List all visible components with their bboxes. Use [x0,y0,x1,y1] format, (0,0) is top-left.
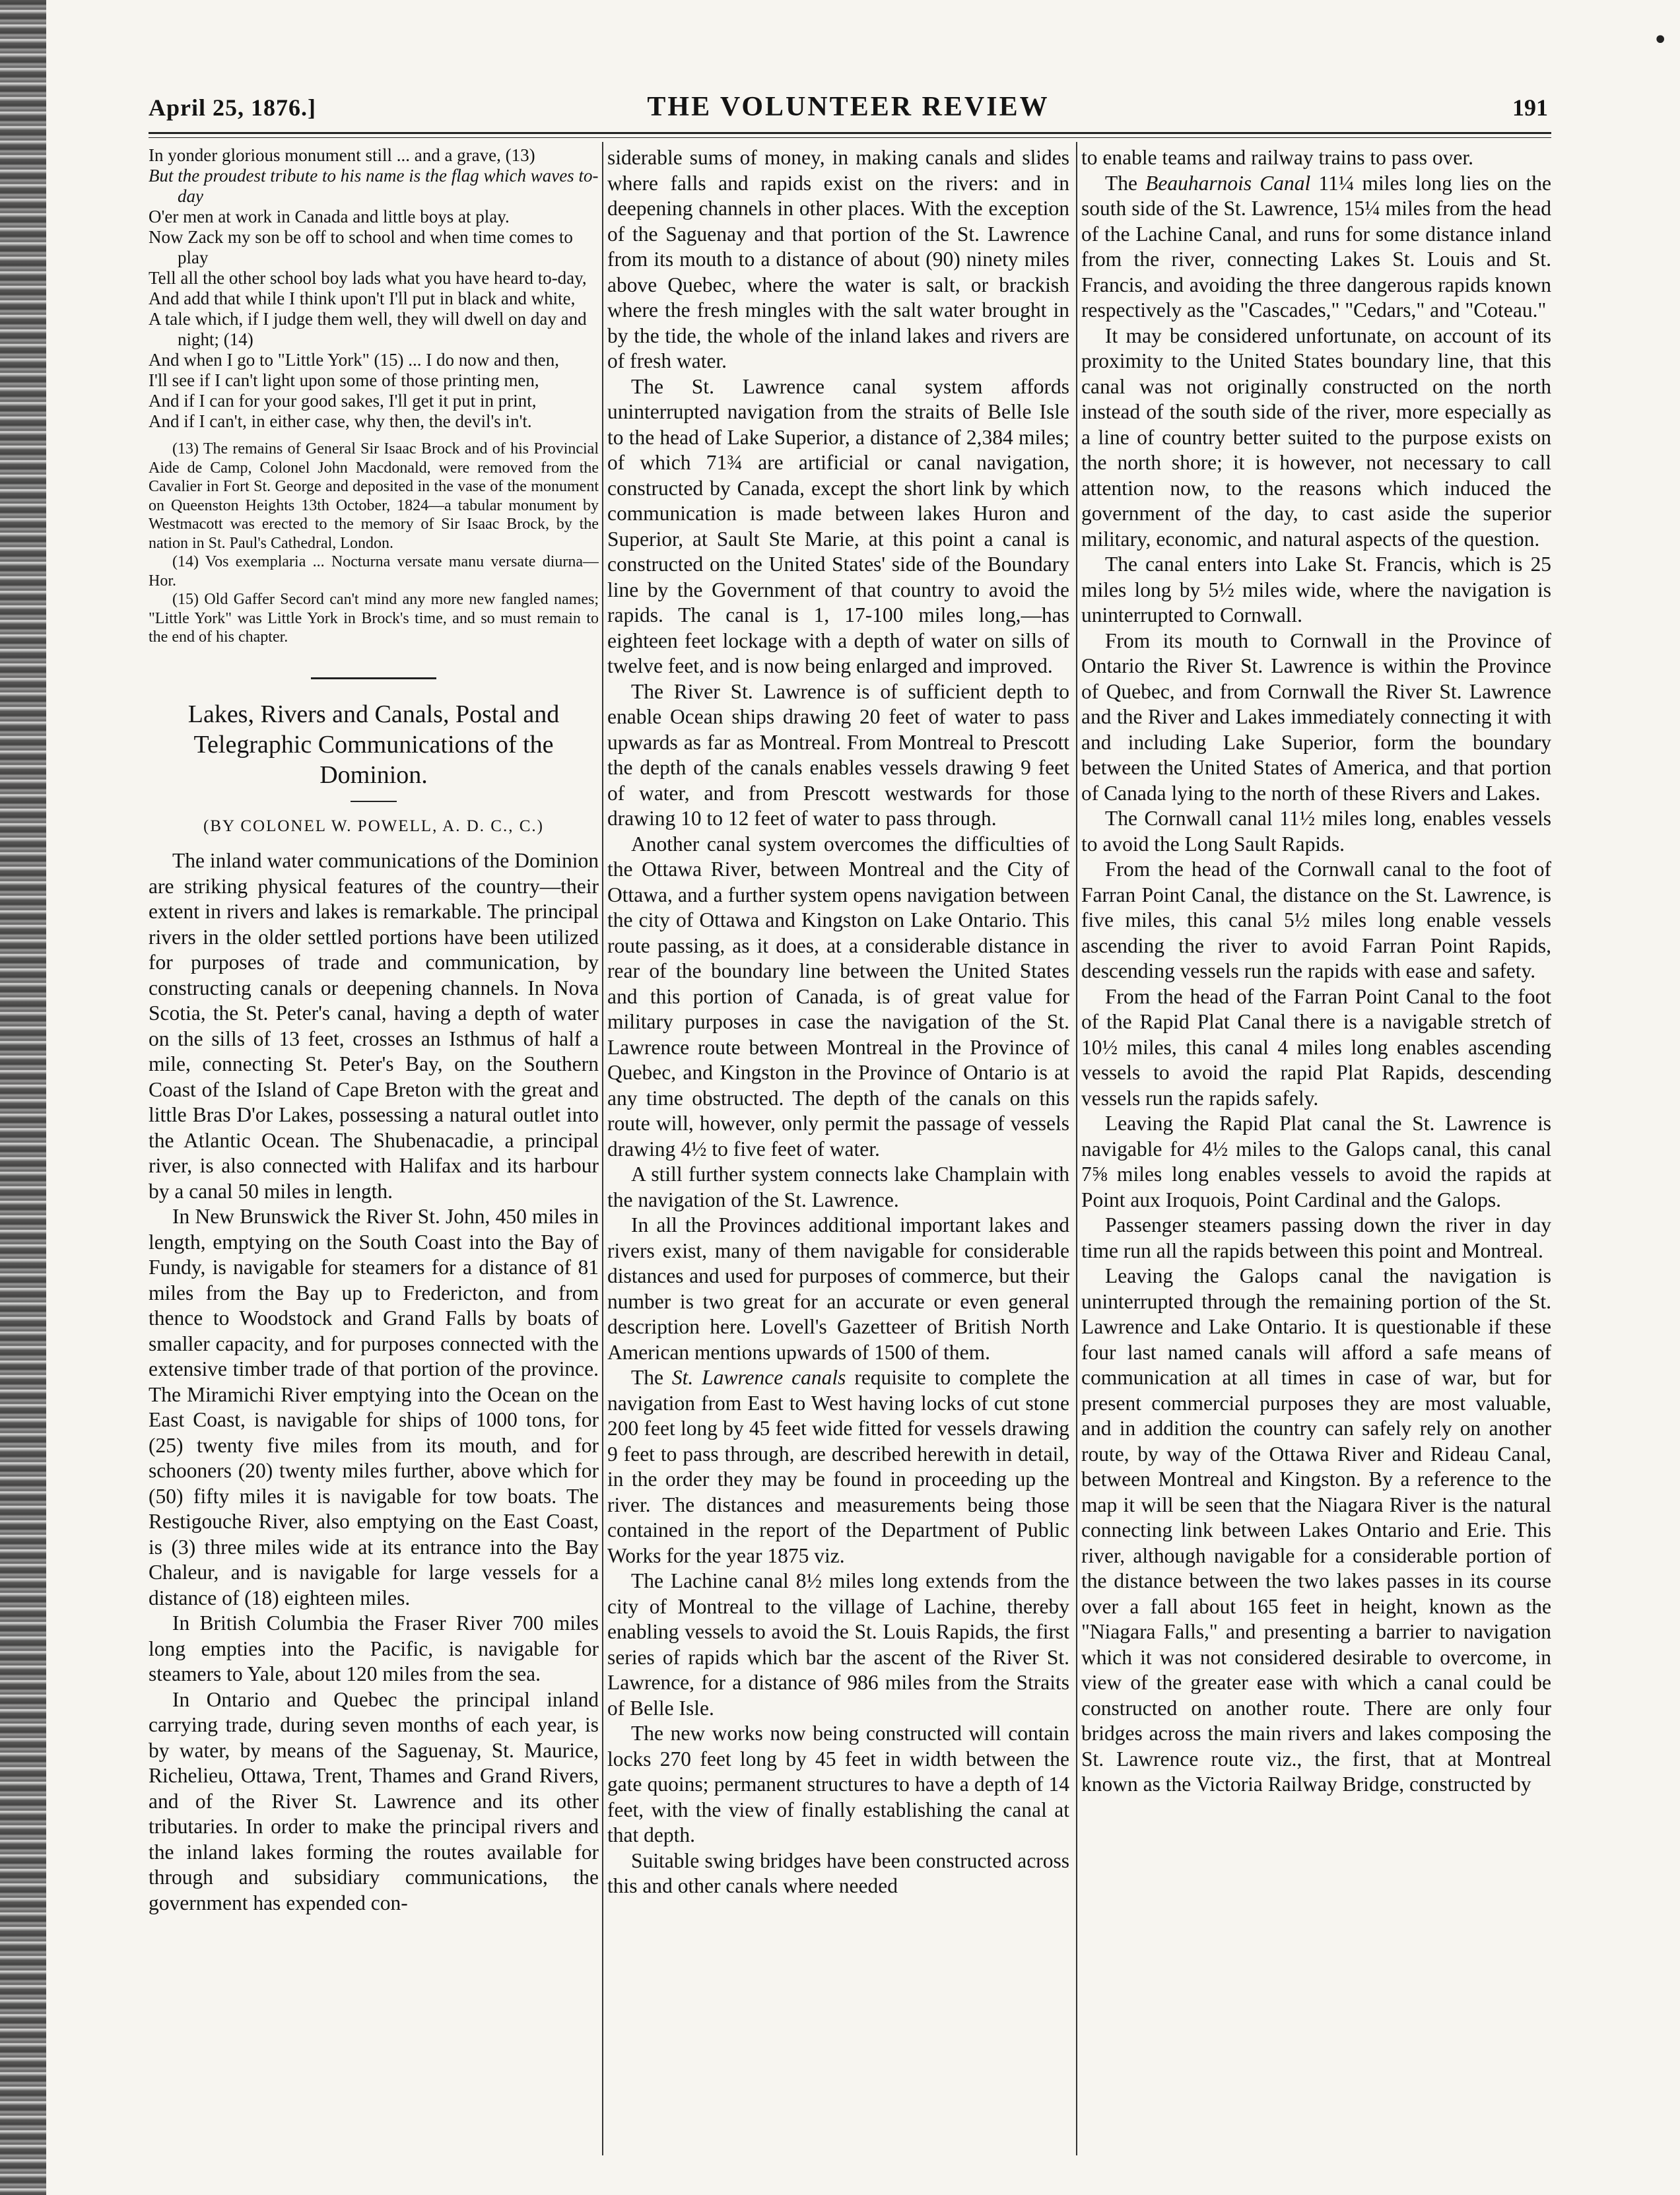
page-header [149,91,1548,132]
poem-line: Tell all the other school boy lads what you have heard to-day, [149,268,587,288]
poem-line: O'er men at work in Canada and little boys at play. [149,207,510,226]
paragraph: siderable sums of money, in making canals and slides where falls and rapids exist on the rivers: and in deepening channels in other places. With the exception of the Saguenay and that portion of the St. Lawrence from its mouth to a distance of about (90) ninety miles above Quebec, where the water is salt, or brackish where the fresh mingles with the salt water brought in by the tide, the whole of the inland lakes and rivers are of fresh water. [607,146,1069,372]
paragraph: In Ontario and Quebec the principal inland carrying trade, during seven months of each year, is by water, by means of the Saguenay, St. Maurice, Richelieu, Ottawa, Trent, Thames and Grand Rivers, and of the River St. Lawrence and its other tributaries. In order to make the principal rivers and the inland lakes forming the routes available for through and subsidiary communications, the government has expended con- [149,1687,599,1914]
paragraph: The Beauharnois Canal 11¼ miles long lies on the south side of the St. Lawrence, 15¼ miles from the head of the Lachine Canal, and runs for some distance inland from the river, connecting Lakes St. Louis and St. Francis, and avoiding the three dangerous rapids known respectively as the "Cascades," "Cedars," and "Coteau." [1081,171,1551,321]
paragraph: From the head of the Farran Point Canal to the foot of the Rapid Plat Canal there is a navigable stretch of 10½ miles, this canal 4 miles long enables ascending vessels to avoid the rapid Plat Rapids, descending vessels run the rapids safely. [1081,984,1551,1110]
footnote: (15) Old Gaffer Secord can't mind any more new fangled names; "Little York" was Little York in Brock's time, and so must remain to the end of his chapter. [149,591,599,646]
poem-line: A tale which, if I judge them well, they will dwell on day and night; (14) [149,309,587,349]
paragraph: The St. Lawrence canal system affords uninterrupted navigation from the straits of Belle Isle to the head of Lake Superior, a distance of 2,384 miles; of which 71¾ are artificial or canal navigation, constructed by Canada, except the short link by which communication is made between lakes Huron and Superior, at Sault Ste Marie, at this point a canal is constructed on the United States' side of the Boundary line by the Government of that country to avoid the rapids. The canal is 1, 17-100 miles long,—has eighteen feet lockage with a depth of water on sills of twelve feet, and is now being enlarged and improved. [607,374,1069,677]
section-divider [311,677,436,679]
paragraph: Leaving the Galops canal the navigation is uninterrupted through the remaining portion of the St. Lawrence and Lake Ontario. It is questionable if these four last named canals will afford a safe means of communication at all times in case of war, but for present commercial purposes they are most valuable, and in addition the country can safely rely on another route, by way of the Ottawa River and Rideau Canal, between Montreal and Kingston. By a reference to the map it will be seen that the Niagara River is the natural connecting link between Lakes Ontario and Erie. This river, although navigable for a considerable portion of the distance between the two lakes passes in its course over a fall about 165 feet in height, known as the "Niagara Falls," and presenting a barrier to navigation which it was not considered desirable to overcome, in view of the greater ease with which a canal could be constructed on another route. There are only four bridges across the main rivers and lakes composing the St. Lawrence route viz., the first, that at Montreal known as the Victoria Railway Bridge, constructed by [1081,1264,1551,1796]
column-3 [1081,145,1551,2152]
paragraph: The St. Lawrence canals requisite to complete the navigation from East to West having locks of cut stone 200 feet long by 45 feet wide fitted for vessels drawing 9 feet to pass through, are described herewith in detail, in the order they may be found in proceeding up the river. The distances and measurements being those contained in the report of the Department of Public Works for the year 1875 viz. [607,1366,1069,1567]
poem-line: Now Zack my son be off to school and when time comes to play [149,227,573,267]
article-byline: (BY COLONEL W. POWELL, A. D. C., C.) [203,817,544,835]
paragraph: The new works now being constructed will contain locks 270 feet long by 45 feet in width between the gate quoins; permanent structures to have a depth of 14 feet, with the view of finally establishing the canal at that depth. [607,1722,1069,1846]
paragraph: Suitable swing bridges have been constructed across this and other canals where needed [607,1848,1069,1897]
publication-title: THE VOLUNTEER REVIEW [647,92,1050,122]
title-divider [351,801,397,802]
column-2 [607,145,1069,2152]
poem-line: And if I can for your good sakes, I'll get it put in print, [149,391,537,411]
poem-line: And add that while I think upon't I'll put in black and white, [149,288,576,308]
header-rule [149,132,1551,138]
paragraph: In New Brunswick the River St. John, 450 miles in length, emptying on the South Coast into the Bay of Fundy, is navigable for steamers for a distance of 81 miles from the Bay up to Fredericton, and from thence to Woodstock and Grand Falls by boats of smaller capacity, and for purposes connected with the extensive timber trade of that portion of the province. The Miramichi River emptying into the Ocean on the East Coast, is navigable for ships of 1000 tons, for (25) twenty five miles from its mouth, and for schooners (20) twenty miles further, above which for (50) fifty miles it is navigable for tow boats. The Restigouche River, also emptying on the East Coast, is (3) three miles wide at its entrance into the Bay Chaleur, and is navigable for large vessels for a distance of (18) eighteen miles. [149,1205,599,1609]
paragraph: A still further system connects lake Champlain with the navigation of the St. Lawrence. [607,1163,1069,1211]
paragraph: The inland water communications of the Dominion are striking physical features of the country—their extent in rivers and lakes is remarkable. The principal rivers in the older settled portions have been utilized for purposes of trade and communication, by constructing canals or deepening channels. In Nova Scotia, the St. Peter's canal, having a depth of water on the sills of 13 feet, crosses an Isthmus of half a mile, connecting St. Peter's Bay, on the Southern Coast of the Island of Cape Breton with the great and little Bras D'or Lakes, possessing a natural outlet into the Atlantic Ocean. The Shubenacadie, a principal river, is also connected with Halifax and its harbour by a canal 50 miles in length. [149,849,599,1203]
paragraph: The River St. Lawrence is of sufficient depth to enable Ocean ships drawing 20 feet of water to pass upwards as far as Montreal. From Montreal to Prescott the depth of the canals enables vessels drawing 9 feet of water, and from Prescott westwards for those drawing 10 to 12 feet of water to pass through. [607,679,1069,830]
paragraph: In British Columbia the Fraser River 700 miles long empties into the Pacific, is navigable for steamers to Yale, about 120 miles from the sea. [149,1611,599,1685]
poem-line: And if I can't, in either case, why then, the devil's in't. [149,411,532,431]
poem-line: I'll see if I can't light upon some of those printing men, [149,370,539,390]
paragraph: It may be considered unfortunate, on account of its proximity to the United States boundary line, that this canal was not originally constructed on the north instead of the south side of the river, more especially as a line of country better suited to the purpose exists on the north shore; it is however, not necessary to call attention now, to the reasons which induced the government of the day, to cast aside the superior military, economic, and natural aspects of the question. [1081,323,1551,551]
article-title: Lakes, Rivers and Canals, Postal and Telegraphic Communications of the Dominion. [187,700,560,789]
paragraph: to enable teams and railway trains to pass over. [1081,146,1473,169]
poem-line: But the proudest tribute to his name is the flag which waves to-day [149,166,599,206]
paragraph: Another canal system overcomes the difficulties of the Ottawa River, between Montreal and the City of Ottawa, and a further system opens navigation between the city of Ottawa and Kingston on Lake Ontario. This route passing, as it does, at a considerable distance in rear of the boundary line between the United States and this portion of Canada, is of great value for military purposes in case the navigation of the St. Lawrence route between Montreal in the Province of Quebec, and Kingston in the Province of Ontario is at any time obstructed. The depth of the canals on this route will, however, only permit the passage of vessels drawing 4½ to five feet of water. [607,832,1069,1161]
scan-edge [0,0,46,2195]
margin-mark: • [1652,25,1668,55]
paragraph: From the head of the Cornwall canal to the foot of Farran Point Canal, the distance on the St. Lawrence, is five miles, this canal 5½ miles long enable vessels ascending the river to avoid Farran Point Rapids, descending vessels run the rapids with ease and safety. [1081,858,1551,982]
column-divider [1076,142,1077,2155]
footnote: (13) The remains of General Sir Isaac Brock and of his Provincial Aide de Camp, Colonel John Macdonald, were removed from the Cavalier in Fort St. George and deposited in the vase of the monument on Queenston Heights 13th October, 1824—a tabular monument by Westmacott was erected to the memory of Sir Isaac Brock, by the nation in St. Paul's Cathedral, London. [149,440,599,552]
paragraph: Passenger steamers passing down the river in day time run all the rapids between this point and Montreal. [1081,1213,1551,1262]
issue-date: April 25, 1876.] [149,94,316,121]
page-number: 191 [1512,94,1548,121]
paragraph: The canal enters into Lake St. Francis, which is 25 miles long by 5½ miles wide, where the navigation is uninterrupted to Cornwall. [1081,553,1551,626]
paragraph: The Lachine canal 8½ miles long extends from the city of Montreal to the village of Lachine, thereby enabling vessels to avoid the St. Louis Rapids, the first series of rapids which bar the ascent of the River St. Lawrence, for a distance of 986 miles from the Straits of Belle Isle. [607,1569,1069,1720]
paragraph: From its mouth to Cornwall in the Province of Ontario the River St. Lawrence is within the Province of Quebec, and from Cornwall the River St. Lawrence and the River and Lakes immediately connecting it with and including Lake Superior, form the boundary between the United States of America, and that portion of Canada lying to the north of these Rivers and Lakes. [1081,628,1551,805]
column-divider [602,142,603,2155]
footnote: (14) Vos exemplaria ... Nocturna versate manu versate diurna—Hor. [149,553,599,590]
poem [149,145,599,432]
column-1 [149,145,599,2152]
paragraph: In all the Provinces additional important lakes and rivers exist, many of them navigable for considerable distances and used for purposes of commerce, but their number is two great for an accurate or even general description here. Lovell's Gazetteer of British North American mentions upwards of 1500 of them. [607,1213,1069,1364]
poem-line: And when I go to "Little York" (15) ... I do now and then, [149,350,559,370]
paragraph: The Cornwall canal 11½ miles long, enables vessels to avoid the Long Sault Rapids. [1081,807,1551,856]
poem-line: In yonder glorious monument still ... and a grave, (13) [149,145,535,165]
footnotes [149,440,599,647]
paragraph: Leaving the Rapid Plat canal the St. Lawrence is navigable for 4½ miles to the Galops canal, this canal 7⅝ miles long enables vessels to avoid the rapids at Point aux Iroquois, Point Cardinal and the Galops. [1081,1112,1551,1211]
